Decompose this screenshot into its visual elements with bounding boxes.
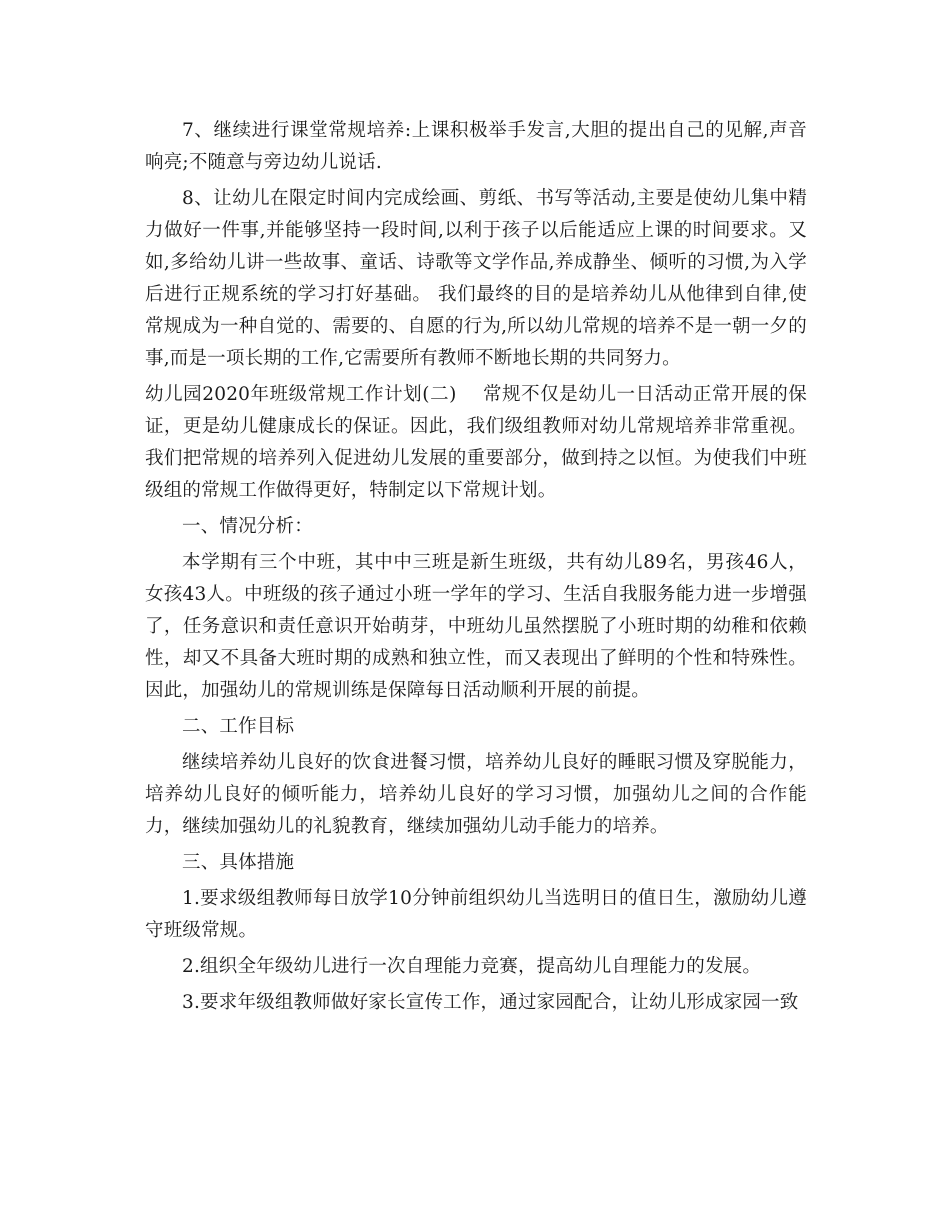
section-text-analysis: 本学期有三个中班，其中中三班是新生班级，共有幼儿89名，男孩46人，女孩43人。中班级的孩子通过小班一学年的学习、生活自我服务能力进一步增强了，任务意识和责任意识开始萌芽，中班幼儿虽然摆脱了小班时期的幼稚和依赖性，却又不具备大班时期的成熟和独立性，而又表现出了鲜明的个性和特殊性。因此，加强幼儿的常规训练是保障每日活动顺利开展的前提。 [145,552,807,701]
section-heading-measures: 三、具体措施 [182,852,295,873]
section-text-goals: 继续培养幼儿良好的饮食进餐习惯，培养幼儿良好的睡眠习惯及穿脱能力，培养幼儿良好的倾听能力，培养幼儿良好的学习习惯，加强幼儿之间的合作能力，继续加强幼儿的礼貌教育，继续加强幼儿动手能力的培养。 [145,752,807,837]
paragraph-item-7: 7、继续进行课堂常规培养:上课积极举手发言,大胆的提出自己的见解,声音响亮;不随意与旁边幼儿说话. [145,120,807,173]
title-paragraph [145,379,807,507]
measure-item-3: 3.要求年级组教师做好家长宣传工作，通过家园配合，让幼儿形成家园一致 [182,992,799,1013]
paragraph-item-8: 8、让幼儿在限定时间内完成绘画、剪纸、书写等活动,主要是使幼儿集中精力做好一件事,并能够坚持一段时间,以利于孩子以后能适应上课的时间要求。又如,多给幼儿讲一些故事、童话、诗歌等文学作品,养成静坐、倾听的习惯,为入学后进行正规系统的学习打好基础。 我们最终的目的是培养幼儿从他律到自律,使常规成为一种自觉的、需要的、自愿的行为,所以幼儿常规的培养不是一朝一夕的事,而是一项长期的工作,它需要所有教师不断地长期的共同努力。 [145,188,807,369]
section-heading-analysis: 一、情况分析： [182,516,313,537]
intro-text: 常规不仅是幼儿一日活动正常开展的保证，更是幼儿健康成长的保证。因此，我们级组教师对幼儿常规培养非常重视。我们把常规的培养列入促进幼儿发展的重要部分，做到持之以恒。为使我们中班级组的常规工作做得更好，特制定以下常规计划。 [145,384,807,501]
measure-item-2: 2.组织全年级幼儿进行一次自理能力竞赛，提高幼儿自理能力的发展。 [182,956,762,977]
document-title: 幼儿园2020年班级常规工作计划(二) [145,384,457,405]
measure-item-1: 1.要求级组教师每日放学10分钟前组织幼儿当选明日的值日生，激励幼儿遵守班级常规。 [145,888,807,941]
section-heading-goals: 二、工作目标 [182,716,295,737]
document-body [145,115,807,1023]
